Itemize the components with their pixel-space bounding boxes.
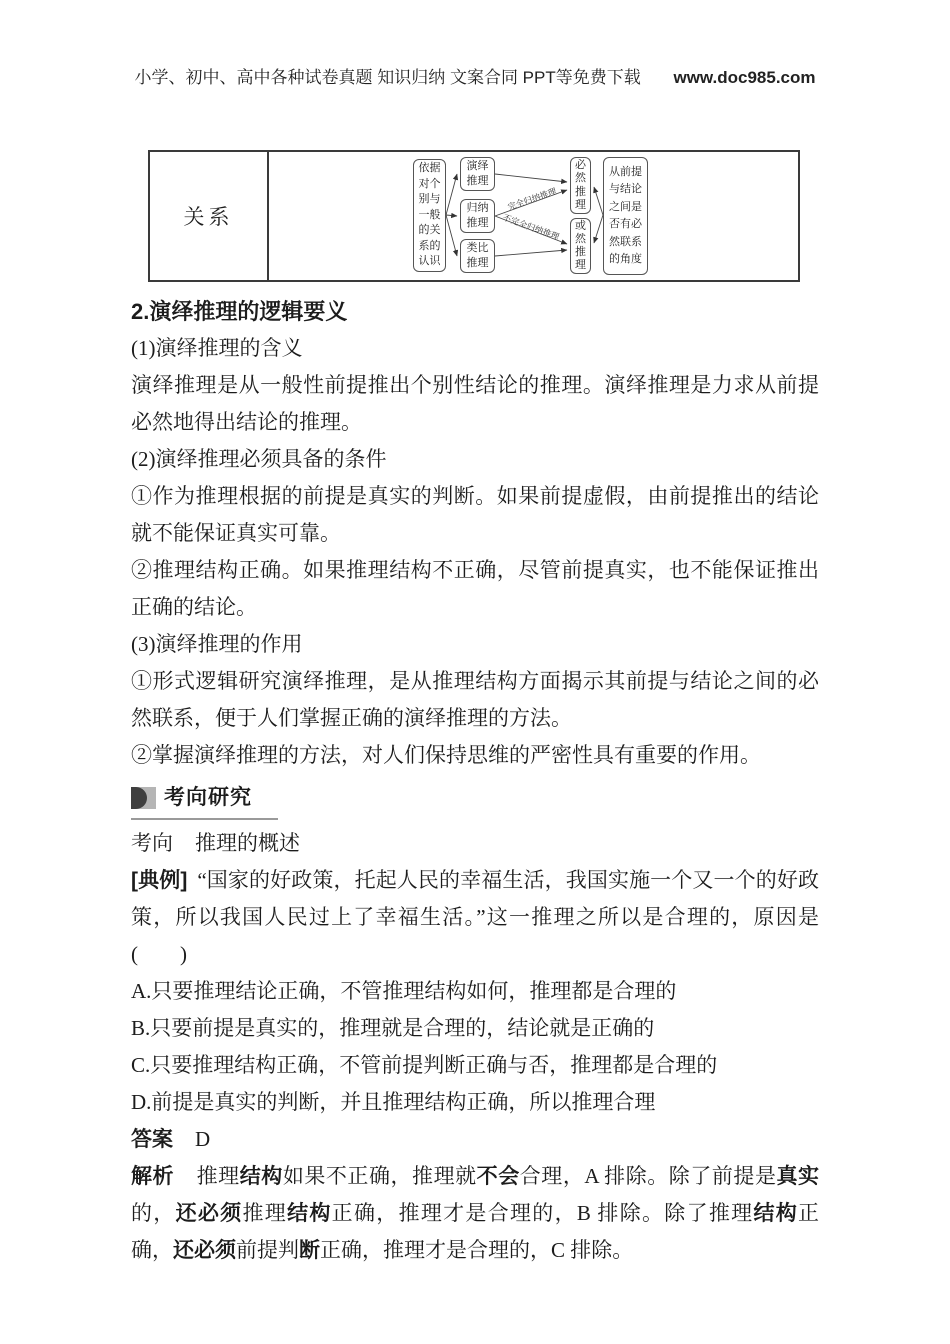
site-url: www.doc985.com	[673, 68, 816, 87]
topic-line	[131, 825, 819, 862]
option-c: C.只要推理结构正确，不管前提判断正确与否，推理都是合理的	[131, 1053, 718, 1077]
sub3-title: (3)演绎推理的作用	[131, 632, 303, 656]
sub1-title: (1)演绎推理的含义	[131, 336, 303, 360]
analysis-text: 推理结构如果不正确，推理就不会合理，A 排除。除了前提是真实的，还必须推理结构正确，推理才是合理的，B 排除。除了推理结构正确，还必须前提判断正确，推理才是合理的，C 排除。	[131, 1164, 820, 1262]
site-header	[0, 63, 950, 88]
sub3-item1: ①形式逻辑研究演绎推理，是从推理结构方面揭示其前提与结论之间的必然联系，便于人们掌握正确的演绎推理的方法。	[131, 669, 819, 730]
answer-line	[131, 1121, 819, 1158]
research-banner-title: 考向研究	[164, 786, 252, 809]
option-b: B.只要前提是真实的，推理就是合理的，结论就是正确的	[131, 1016, 655, 1040]
option-d: D.前提是真实的判断，并且推理结构正确，所以推理合理	[131, 1090, 656, 1114]
diagram-box-necessary: 必然推理	[570, 157, 591, 214]
answer-label: 答案	[131, 1128, 173, 1151]
analysis-paragraph	[131, 1158, 819, 1269]
table-diagram-cell	[269, 152, 798, 280]
sub2-item2: ②推理结构正确。如果推理结构不正确，尽管前提真实，也不能保证推出正确的结论。	[131, 558, 819, 619]
analysis-label: 解析	[131, 1165, 175, 1188]
diagram-box-analogical: 类比推理	[460, 239, 495, 273]
answer-value: D	[195, 1127, 211, 1151]
sub1-body: 演绎推理是从一般性前提推出个别性结论的推理。演绎推理是力求从前提必然地得出结论的推理。	[131, 373, 819, 434]
section-marker-icon	[131, 787, 156, 809]
document-content	[131, 150, 819, 1269]
sub2-item1: ①作为推理根据的前提是真实的判断。如果前提虚假，由前提推出的结论就不能保证真实可靠。	[131, 484, 819, 545]
reasoning-flow-diagram	[411, 155, 656, 277]
diagram-box-basis: 依据对个别与一般的关系的认识	[413, 159, 446, 272]
sub2-title: (2)演绎推理必须具备的条件	[131, 447, 387, 471]
diagram-box-deductive: 演绎推理	[460, 157, 495, 191]
example-stem: “国家的好政策，托起人民的幸福生活，我国实施一个又一个的好政策，所以我国人民过上了幸福生活。”这一推理之所以是合理的，原因是( )	[131, 868, 819, 966]
example-question	[131, 862, 819, 973]
research-banner-row	[131, 783, 819, 820]
relation-table	[148, 150, 800, 282]
section-heading: 2.演绎推理的逻辑要义	[131, 299, 348, 324]
header-tagline: 小学、初中、高中各种试卷真题 知识归纳 文案合同 PPT等免费下载	[134, 68, 641, 87]
topic-title: 推理的概述	[195, 831, 300, 855]
diagram-box-inductive: 归纳推理	[460, 199, 495, 233]
edge-label-complete-induction: 完全归纳推理	[506, 185, 558, 213]
research-banner	[131, 783, 278, 820]
edge-label-incomplete-induction: 不完全归纳推理	[501, 212, 561, 242]
diagram-box-probable: 或然推理	[570, 218, 591, 274]
option-a: A.只要推理结论正确，不管推理结构如何，推理都是合理的	[131, 979, 677, 1003]
example-label: [典例]	[131, 869, 188, 892]
table-row-label: 关系	[150, 152, 269, 280]
topic-label: 考向	[131, 831, 173, 855]
sub3-item2: ②掌握演绎推理的方法，对人们保持思维的严密性具有重要的作用。	[131, 743, 761, 767]
diagram-box-angle: 从前提与结论之间是否有必然联系的角度	[603, 157, 648, 275]
